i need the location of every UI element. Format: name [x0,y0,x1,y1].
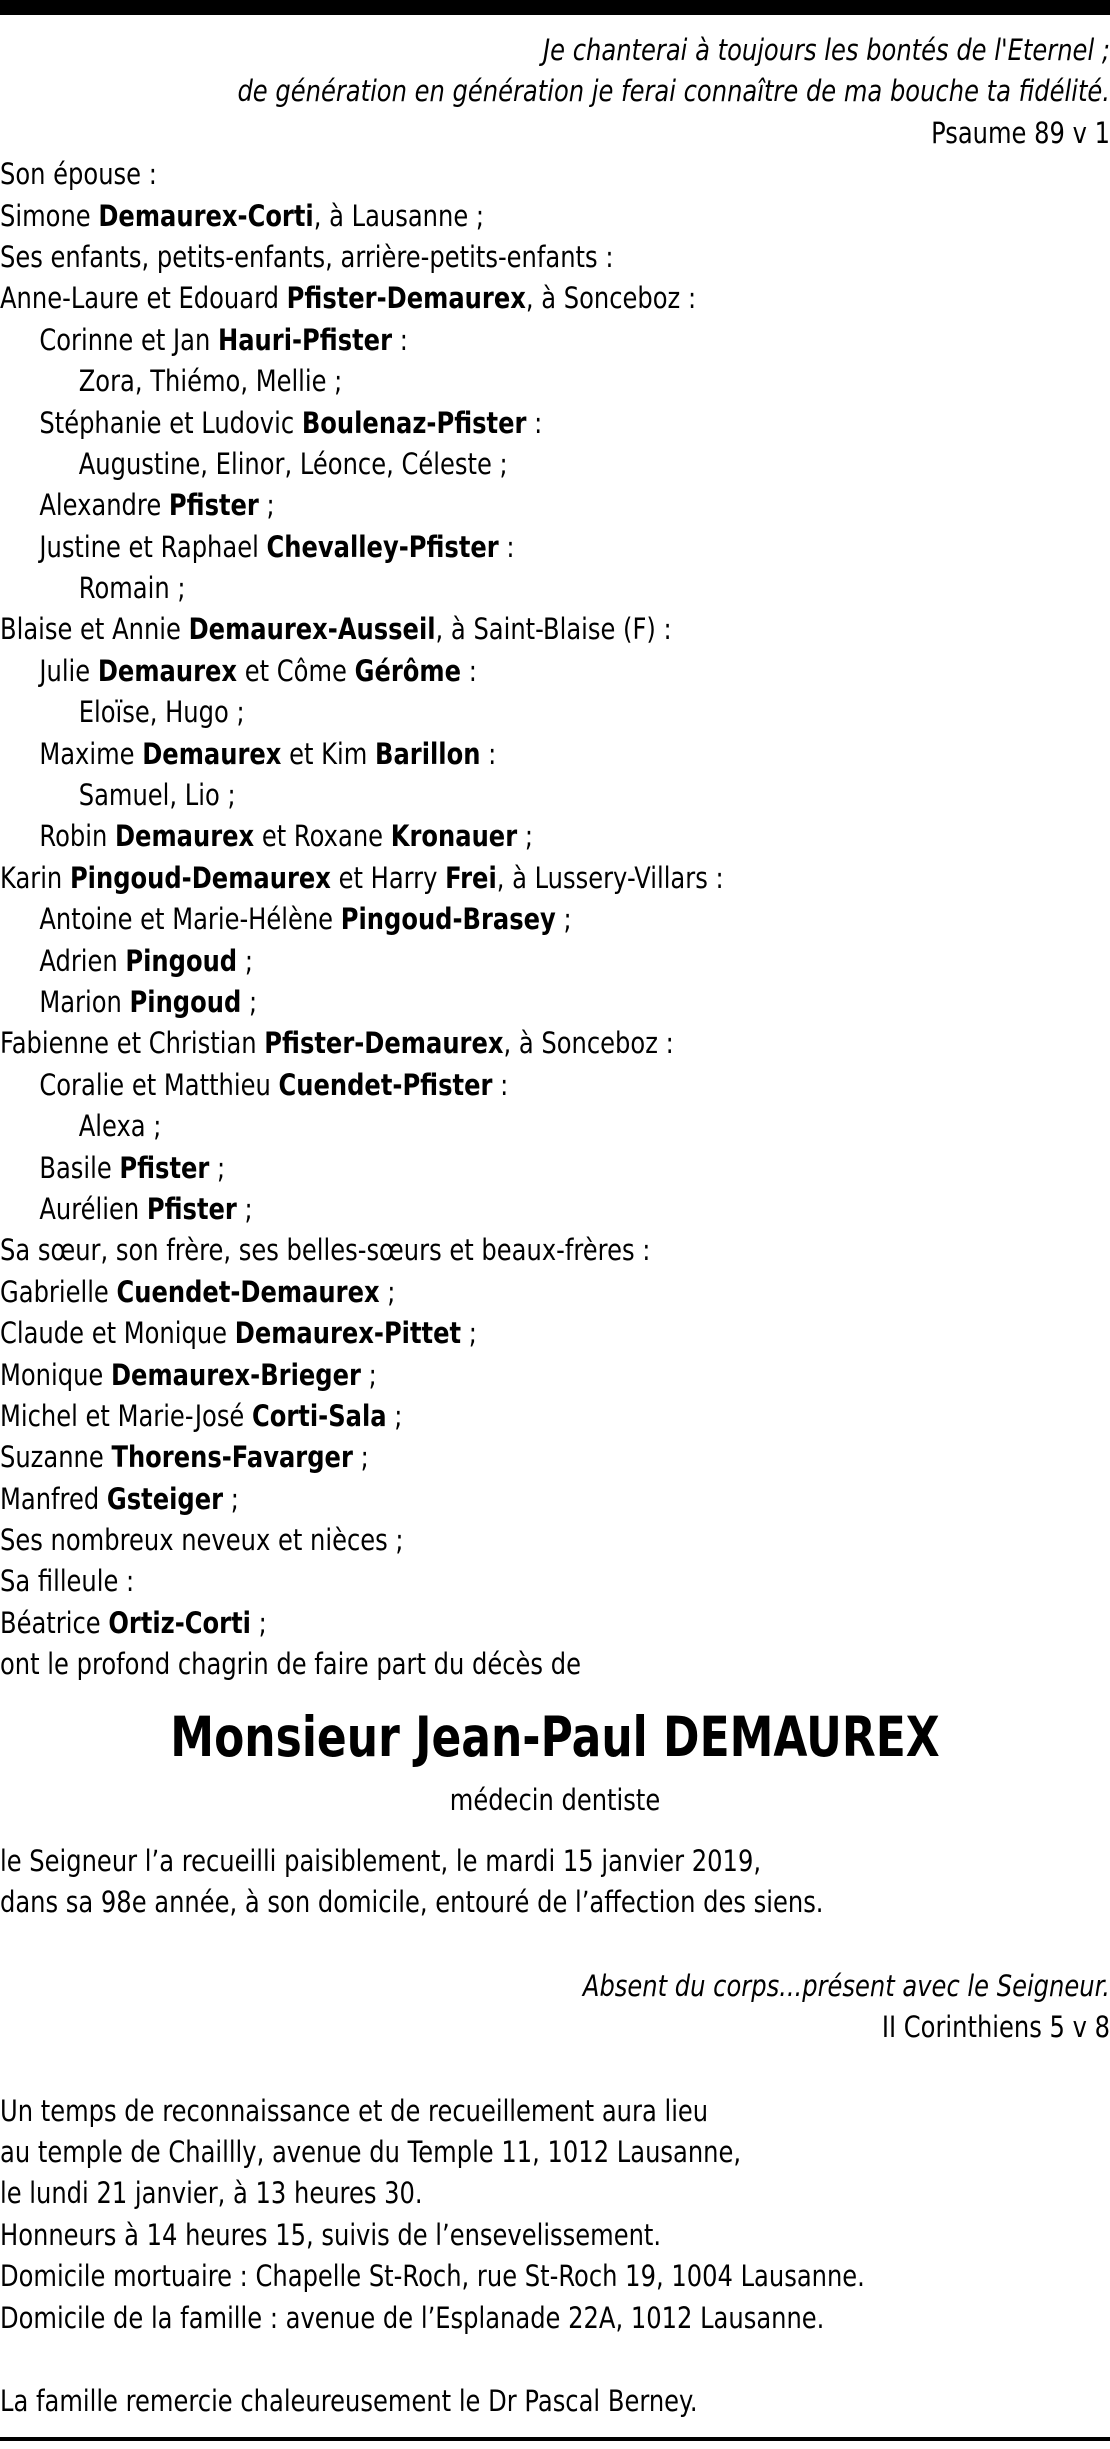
family-text: Son épouse : [0,157,157,192]
ceremony-line-4: Honneurs à 14 heures 15, suivis de l’ensevelissement. [0,2217,662,2252]
family-text: : [498,529,515,564]
family-surname: Frei [445,860,497,895]
family-text: Robin [39,819,115,854]
family-surname: Pingoud [125,943,238,978]
family-surname: Pfister-Demaurex [286,281,526,316]
family-text: Adrien [39,943,126,978]
family-line [0,1272,910,1313]
quote-reference: II Corinthiens 5 v 8 [881,2010,1110,2045]
ceremony-line-5: Domicile mortuaire : Chapelle St-Roch, rue St-Roch 19, 1004 Lausanne. [0,2259,865,2294]
family-surname: Corti-Sala [252,1398,387,1433]
family-surname: Thorens-Favarger [111,1440,353,1475]
family-surname: Kronauer [390,819,518,854]
ceremony-line-3: le lundi 21 janvier, à 13 heures 30. [0,2176,423,2211]
family-line [0,1189,910,1230]
family-text: ; [241,984,258,1019]
family-surname: Demaurex-Pittet [234,1316,462,1351]
family-line [0,361,910,402]
family-line [0,609,910,650]
family-surname: Gsteiger [106,1481,224,1516]
family-text: ; [360,1357,377,1392]
family-text: Monique [0,1357,111,1392]
thanks-line: La famille remercie chaleureusement le Dr Pascal Berney. [0,2383,698,2418]
verse-line-1: Je chanterai à toujours les bontés de l'Eternel ; [543,33,1110,67]
family-surname: Demaurex [97,653,238,688]
family-text: , à Lausanne ; [313,198,485,233]
deceased-name: Monsieur Jean-Paul DEMAUREX [170,1704,940,1769]
family-line [0,403,910,444]
family-line [0,1437,910,1478]
family-line [0,692,910,733]
family-text: : [492,1067,509,1102]
family-text: , à Saint-Blaise (F) : [435,612,672,647]
family-text: Ses enfants, petits-enfants, arrière-petits-enfants : [0,239,614,274]
family-text: Sa filleule : [0,1564,135,1599]
family-text: Eloïse, Hugo ; [78,695,245,730]
family-line [0,154,910,195]
family-text: ont le profond chagrin de faire part du décès de [0,1647,581,1682]
family-line [0,982,910,1023]
family-text: ; [209,1150,226,1185]
family-text: , à Sonceboz : [503,1026,674,1061]
family-text: Maxime [39,736,143,771]
family-surname: Boulenaz-Pfister [301,405,527,440]
family-line [0,816,910,857]
family-text: Aurélien [39,1191,147,1226]
verse-line-2: de génération en génération je ferai connaître de ma bouche ta fidélité. [237,74,1110,109]
top-rule [0,0,1110,15]
family-text: Marion [39,984,130,1019]
family-text: Anne-Laure et Edouard [0,281,287,316]
family-surname: Pfister [168,488,259,523]
family-surname: Hauri-Pfister [217,322,393,357]
family-text: Manfred [0,1481,107,1516]
family-line [0,651,910,692]
family-surname: Demaurex-Corti [98,198,314,233]
family-text: : [461,653,477,688]
family-text: ; [223,1481,239,1516]
family-text: Zora, Thiémo, Mellie ; [78,364,343,399]
family-line [0,568,910,609]
family-surname: Pfister [146,1191,237,1226]
family-line [0,1603,910,1644]
family-text: Romain ; [78,571,186,606]
family-text: : [392,322,408,357]
family-line [0,899,910,940]
family-surname: Demaurex-Ausseil [188,612,436,647]
family-text: Fabienne et Christian [0,1026,265,1061]
family-line [0,237,910,278]
family-surname: Pingoud-Demaurex [69,860,331,895]
family-text: Corinne et Jan [39,322,218,357]
verse-reference: Psaume 89 v 1 [931,115,1110,150]
family-text: ; [258,488,275,523]
family-text: Samuel, Lio ; [78,778,236,813]
family-text: Alexandre [39,488,169,523]
family-text: ; [352,1440,369,1475]
family-text: Coralie et Matthieu [39,1067,279,1102]
family-text: et Kim [281,736,376,771]
family-text: Michel et Marie-José [0,1398,253,1433]
family-surname: Pingoud-Brasey [340,902,556,937]
family-line [0,1230,910,1271]
family-surname: Chevalley-Pfister [266,529,499,564]
family-line [0,527,910,568]
family-text: ; [236,1191,253,1226]
family-line [0,196,910,237]
family-line [0,444,910,485]
family-line [0,1148,910,1189]
family-line [0,278,910,319]
family-line [0,1313,910,1354]
family-line [0,775,910,816]
family-line [0,1644,910,1685]
family-line [0,941,910,982]
family-text: Sa sœur, son frère, ses belles-sœurs et beaux-frères : [0,1233,651,1268]
ceremony-line-2: au temple de Chaillly, avenue du Temple 11, 1012 Lausanne, [0,2134,742,2169]
family-list [0,154,1110,1685]
family-line [0,734,910,775]
bottom-rule [0,2437,1110,2441]
family-text: : [526,405,543,440]
quote-text: Absent du corps...présent avec le Seigneur. [582,1968,1110,2003]
family-text: ; [517,819,533,854]
family-text: Béatrice [0,1605,109,1640]
family-text: et Roxane [254,819,391,854]
family-text: Suzanne [0,1440,112,1475]
death-notice-line-1: le Seigneur l’a recueilli paisiblement, le mardi 15 janvier 2019, [0,1844,762,1879]
family-text: Claude et Monique [0,1316,235,1351]
obituary-notice [0,30,1110,2422]
family-text: Blaise et Annie [0,612,189,647]
family-text: Antoine et Marie-Hélène [39,902,341,937]
family-text: Alexa ; [78,1109,162,1144]
family-text: Stéphanie et Ludovic [39,405,302,440]
family-line [0,1106,910,1147]
family-surname: Cuendet-Pfister [278,1067,493,1102]
family-line [0,1520,910,1561]
family-line [0,1065,910,1106]
deceased-profession: médecin dentiste [449,1782,661,1817]
family-text: Augustine, Elinor, Léonce, Céleste ; [78,446,508,481]
family-text: Basile [39,1150,120,1185]
family-text: ; [250,1605,267,1640]
family-surname: Demaurex [142,736,282,771]
family-text: et Côme [237,653,355,688]
family-line [0,1479,910,1520]
family-surname: Gérôme [354,653,462,688]
ceremony-line-6: Domicile de la famille : avenue de l’Esplanade 22A, 1012 Lausanne. [0,2300,825,2335]
family-surname: Demaurex-Brieger [110,1357,361,1392]
family-text: ; [237,943,253,978]
family-line [0,320,910,361]
family-text: ; [386,1398,403,1433]
family-text: ; [379,1274,396,1309]
family-surname: Pfister-Demaurex [264,1026,504,1061]
family-line [0,1023,910,1064]
family-text: Julie [39,653,98,688]
family-surname: Barillon [375,736,481,771]
family-line [0,485,910,526]
family-text: , à Sonceboz : [525,281,697,316]
family-text: : [480,736,497,771]
family-surname: Pfister [119,1150,210,1185]
family-text: , à Lussery-Villars : [496,860,724,895]
family-text: Justine et Raphael [39,529,267,564]
family-text: Ses nombreux neveux et nièces ; [0,1523,404,1558]
family-line [0,858,910,899]
family-text: Karin [0,860,70,895]
family-surname: Demaurex [114,819,255,854]
family-text: ; [461,1316,477,1351]
family-surname: Pingoud [129,984,242,1019]
family-text: Simone [0,198,99,233]
death-notice-line-2: dans sa 98e année, à son domicile, entouré de l’affection des siens. [0,1885,824,1920]
family-line [0,1355,910,1396]
family-surname: Ortiz-Corti [108,1605,251,1640]
family-line [0,1396,910,1437]
ceremony-line-1: Un temps de reconnaissance et de recueillement aura lieu [0,2093,709,2128]
family-surname: Cuendet-Demaurex [116,1274,380,1309]
family-line [0,1561,910,1602]
family-text: et Harry [330,860,446,895]
family-text: Gabrielle [0,1274,117,1309]
family-text: ; [555,902,572,937]
